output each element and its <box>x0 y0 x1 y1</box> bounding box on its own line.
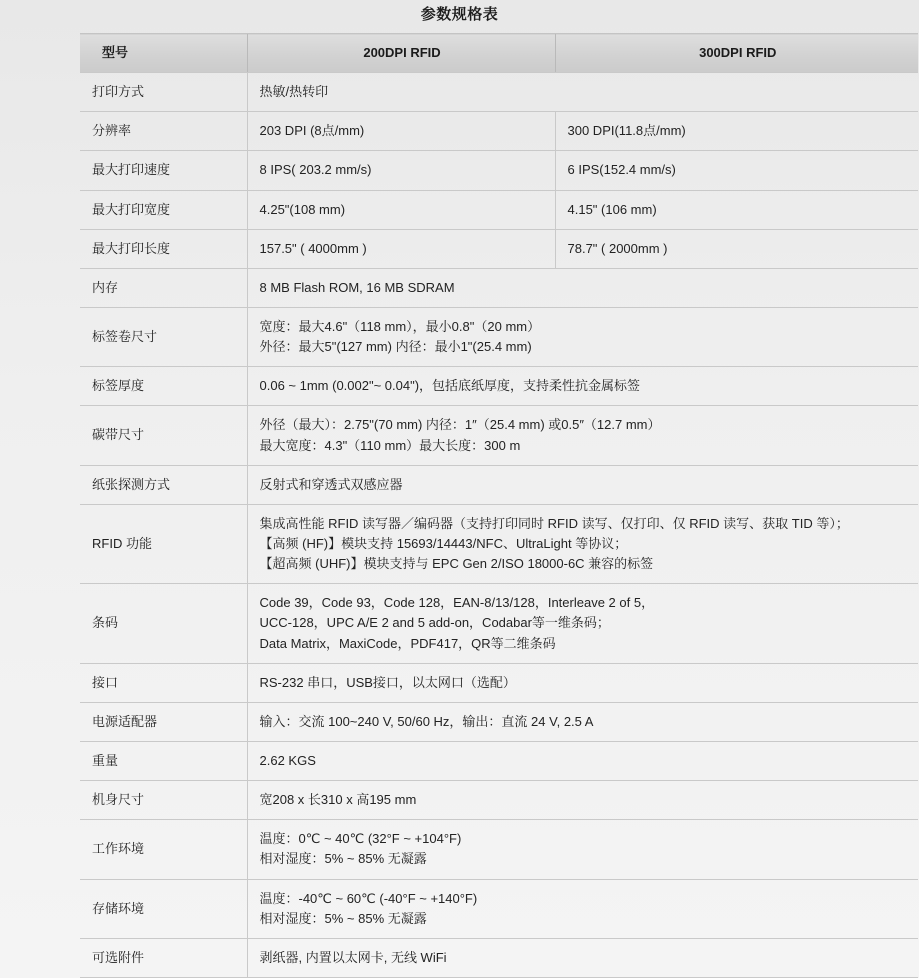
table-row <box>80 229 918 268</box>
table-row <box>80 307 918 366</box>
table-row <box>80 938 918 977</box>
value-line: 温度：-40℃ ~ 60℃ (-40°F ~ +140°F) <box>259 890 478 906</box>
value-line: 输入：交流 100~240 V, 50/60 Hz，输出：直流 24 V, 2.5 A <box>259 713 594 729</box>
value-line: 宽208 x 长310 x 高195 mm <box>259 792 417 808</box>
row-value <box>247 367 918 406</box>
row-value <box>247 584 918 663</box>
row-label: 最大打印宽度 <box>80 190 247 229</box>
table-header-row <box>80 34 918 73</box>
table-header <box>80 34 918 73</box>
value-line: 2.62 KGS <box>259 752 316 768</box>
row-label: 接口 <box>80 663 247 702</box>
table-row <box>80 781 918 820</box>
row-label: 最大打印速度 <box>80 151 247 190</box>
row-value <box>247 73 918 112</box>
value-line: Data Matrix，MaxiCode，PDF417，QR等二维条码 <box>259 635 556 651</box>
table-row <box>80 879 918 938</box>
value-line: 0.06 ~ 1mm (0.002"~ 0.04")，包括底纸厚度，支持柔性抗金属标签 <box>259 378 641 394</box>
value-line: 相对湿度：5% ~ 85% 无凝露 <box>259 851 427 867</box>
row-value <box>247 465 918 504</box>
value-line: 外径（最大）：2.75"(70 mm) 内径：1″（25.4 mm) 或0.5″（12.7 mm） <box>259 417 661 433</box>
table-row <box>80 406 918 465</box>
table-row <box>80 190 918 229</box>
row-label: 电源适配器 <box>80 702 247 741</box>
row-label: 纸张探测方式 <box>80 465 247 504</box>
row-value <box>247 406 918 465</box>
row-label: 机身尺寸 <box>80 781 247 820</box>
row-label: 最大打印长度 <box>80 229 247 268</box>
value-line: 【高频 (HF)】模块支持 15693/14443/NFC、UltraLight 等协议； <box>259 535 628 551</box>
table-row <box>80 820 918 879</box>
row-label: 重量 <box>80 741 247 780</box>
row-value: 300 DPI(11.8点/mm) <box>555 112 918 151</box>
row-value: 4.15" (106 mm) <box>555 190 918 229</box>
table-row <box>80 465 918 504</box>
table-row <box>80 367 918 406</box>
table-row <box>80 741 918 780</box>
row-value: 4.25"(108 mm) <box>247 190 555 229</box>
row-value <box>247 663 918 702</box>
table-body <box>80 73 918 978</box>
table-row <box>80 151 918 190</box>
row-label: 条码 <box>80 584 247 663</box>
table-row <box>80 702 918 741</box>
row-label: 内存 <box>80 268 247 307</box>
row-value: 203 DPI (8点/mm) <box>247 112 555 151</box>
row-label: 标签卷尺寸 <box>80 307 247 366</box>
value-line: 宽度：最大4.6"（118 mm），最小0.8"（20 mm） <box>259 318 541 334</box>
row-value: 78.7" ( 2000mm ) <box>555 229 918 268</box>
row-value <box>247 938 918 977</box>
row-value <box>247 741 918 780</box>
value-line: 温度：0℃ ~ 40℃ (32°F ~ +104°F) <box>259 831 462 847</box>
column-header-model: 型号 <box>80 34 247 73</box>
row-label: 分辨率 <box>80 112 247 151</box>
value-line: 热敏/热转印 <box>259 84 329 100</box>
row-value <box>247 307 918 366</box>
value-line: 剥纸器, 内置以太网卡, 无线 WiFi <box>259 949 447 965</box>
table-row <box>80 268 918 307</box>
row-label: 碳带尺寸 <box>80 406 247 465</box>
table-row <box>80 584 918 663</box>
row-value: 157.5" ( 4000mm ) <box>247 229 555 268</box>
value-line: UCC-128，UPC A/E 2 and 5 add-on，Codabar等一维条码； <box>259 615 610 631</box>
table-row <box>80 112 918 151</box>
row-label: 打印方式 <box>80 73 247 112</box>
value-line: RS-232 串口，USB接口，以太网口（选配） <box>259 674 516 690</box>
row-value <box>247 781 918 820</box>
value-line: 相对湿度：5% ~ 85% 无凝露 <box>259 910 427 926</box>
row-label: 存储环境 <box>80 879 247 938</box>
value-line: 反射式和穿透式双感应器 <box>259 476 403 492</box>
value-line: 集成高性能 RFID 读写器／编码器（支持打印同时 RFID 读写、仅打印、仅 RFID 读写、获取 TID 等）； <box>259 515 849 531</box>
row-label: 标签厚度 <box>80 367 247 406</box>
column-header-300dpi: 300DPI RFID <box>555 34 918 73</box>
value-line: 8 MB Flash ROM, 16 MB SDRAM <box>259 279 455 295</box>
row-value: 6 IPS(152.4 mm/s) <box>555 151 918 190</box>
row-value: 8 IPS( 203.2 mm/s) <box>247 151 555 190</box>
row-label: 可选附件 <box>80 938 247 977</box>
row-value <box>247 268 918 307</box>
table-row <box>80 504 918 583</box>
row-label: 工作环境 <box>80 820 247 879</box>
value-line: 最大宽度：4.3"（110 mm）最大长度：300 m <box>259 437 521 453</box>
table-row <box>80 663 918 702</box>
row-value <box>247 504 918 583</box>
column-header-200dpi: 200DPI RFID <box>247 34 555 73</box>
row-value <box>247 702 918 741</box>
value-line: Code 39，Code 93，Code 128，EAN-8/13/128，Interleave 2 of 5， <box>259 595 655 611</box>
value-line: 【超高频 (UHF)】模块支持与 EPC Gen 2/ISO 18000-6C 兼容的标签 <box>259 556 654 572</box>
table-row <box>80 73 918 112</box>
page-title: 参数规格表 <box>420 6 499 23</box>
row-label: RFID 功能 <box>80 504 247 583</box>
specification-table <box>80 33 918 978</box>
value-line: 外径：最大5"(127 mm) 内径：最小1"(25.4 mm) <box>259 339 532 355</box>
row-value <box>247 820 918 879</box>
row-value <box>247 879 918 938</box>
